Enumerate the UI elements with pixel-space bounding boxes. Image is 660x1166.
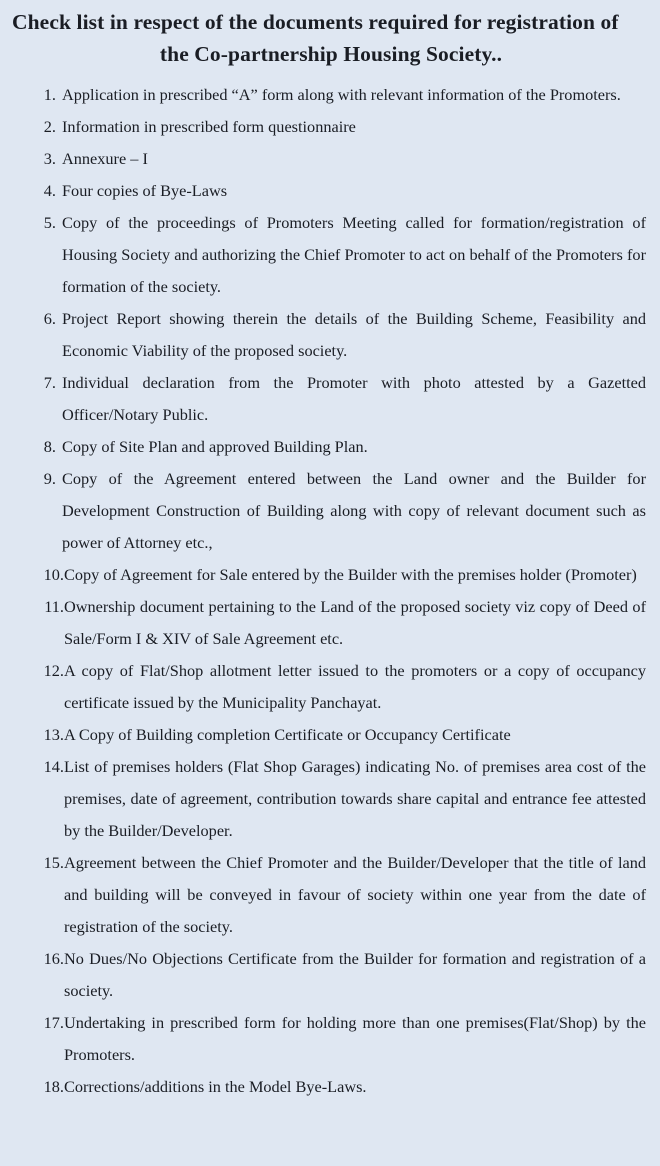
item-text: List of premises holders (Flat Shop Garages) indicating No. of premises area cost of the premises, date of agreement, contribution towards share capital and entrance fee attested by the Builder/Developer. [64,756,646,840]
item-text: Copy of Site Plan and approved Building Plan. [62,436,368,456]
checklist-item [12,79,650,111]
item-text: Undertaking in prescribed form for holding more than one premises(Flat/Shop) by the Promoters. [64,1012,646,1064]
item-text: Copy of Agreement for Sale entered by the Builder with the premises holder (Promoter) [64,564,637,584]
checklist-item [12,303,650,367]
item-number: 13. [43,724,64,744]
document-title [12,6,650,71]
checklist-item [12,591,650,655]
item-text: Ownership document pertaining to the Land of the proposed society viz copy of Deed of Sale/Form I & XIV of Sale Agreement etc. [64,596,646,648]
item-number: 17. [43,1012,64,1032]
title-line-2: the Co-partnership Housing Society.. [159,42,503,67]
checklist-item [12,655,650,719]
item-text: Individual declaration from the Promoter with photo attested by a Gazetted Officer/Notary Public. [62,372,646,424]
item-text: No Dues/No Objections Certificate from the Builder for formation and registration of a society. [64,948,646,1000]
item-number: 9. [43,468,56,488]
checklist-item [12,847,650,943]
item-number: 5. [43,212,56,232]
title-line-1: Check list in respect of the documents required for registration of [12,10,619,34]
item-number: 18. [43,1076,64,1096]
item-text: A Copy of Building completion Certificate or Occupancy Certificate [64,724,511,744]
item-number: 11. [44,596,64,616]
checklist-item [12,1007,650,1071]
item-text: Corrections/additions in the Model Bye-Laws. [64,1076,367,1096]
item-number: 8. [43,436,56,456]
checklist-item [12,175,650,207]
checklist-item [12,143,650,175]
item-text: Application in prescribed “A” form along with relevant information of the Promoters. [62,84,621,104]
item-number: 1. [43,84,56,104]
item-number: 12. [43,660,64,680]
item-number: 7. [43,372,56,392]
checklist-item [12,751,650,847]
checklist-item [12,463,650,559]
item-number: 6. [43,308,56,328]
item-text: Agreement between the Chief Promoter and the Builder/Developer that the title of land and building will be conveyed in favour of society within one year from the date of registration of the society. [64,852,646,936]
item-text: Copy of the proceedings of Promoters Meeting called for formation/registration of Housing Society and authorizing the Chief Promoter to act on behalf of the Promoters for formation of the society. [62,212,646,296]
item-text: Project Report showing therein the details of the Building Scheme, Feasibility and Economic Viability of the proposed society. [62,308,646,360]
checklist-item [12,431,650,463]
checklist-item [12,111,650,143]
checklist-item [12,367,650,431]
item-text: Four copies of Bye-Laws [62,180,228,200]
checklist-item [12,943,650,1007]
item-number: 15. [43,852,64,872]
item-number: 14. [43,756,64,776]
item-number: 16. [43,948,64,968]
item-number: 4. [43,180,56,200]
checklist-item [12,1071,650,1103]
item-text: A copy of Flat/Shop allotment letter issued to the promoters or a copy of occupancy certificate issued by the Municipality Panchayat. [64,660,646,712]
item-number: 2. [43,116,56,136]
item-number: 3. [43,148,56,168]
checklist [12,79,650,1103]
item-text: Annexure – I [62,148,148,168]
checklist-item [12,559,650,591]
item-text: Information in prescribed form questionnaire [62,116,356,136]
item-number: 10. [43,564,64,584]
item-text: Copy of the Agreement entered between the Land owner and the Builder for Development Construction of Building along with copy of relevant document such as power of Attorney etc., [62,468,646,552]
checklist-item [12,207,650,303]
checklist-item [12,719,650,751]
